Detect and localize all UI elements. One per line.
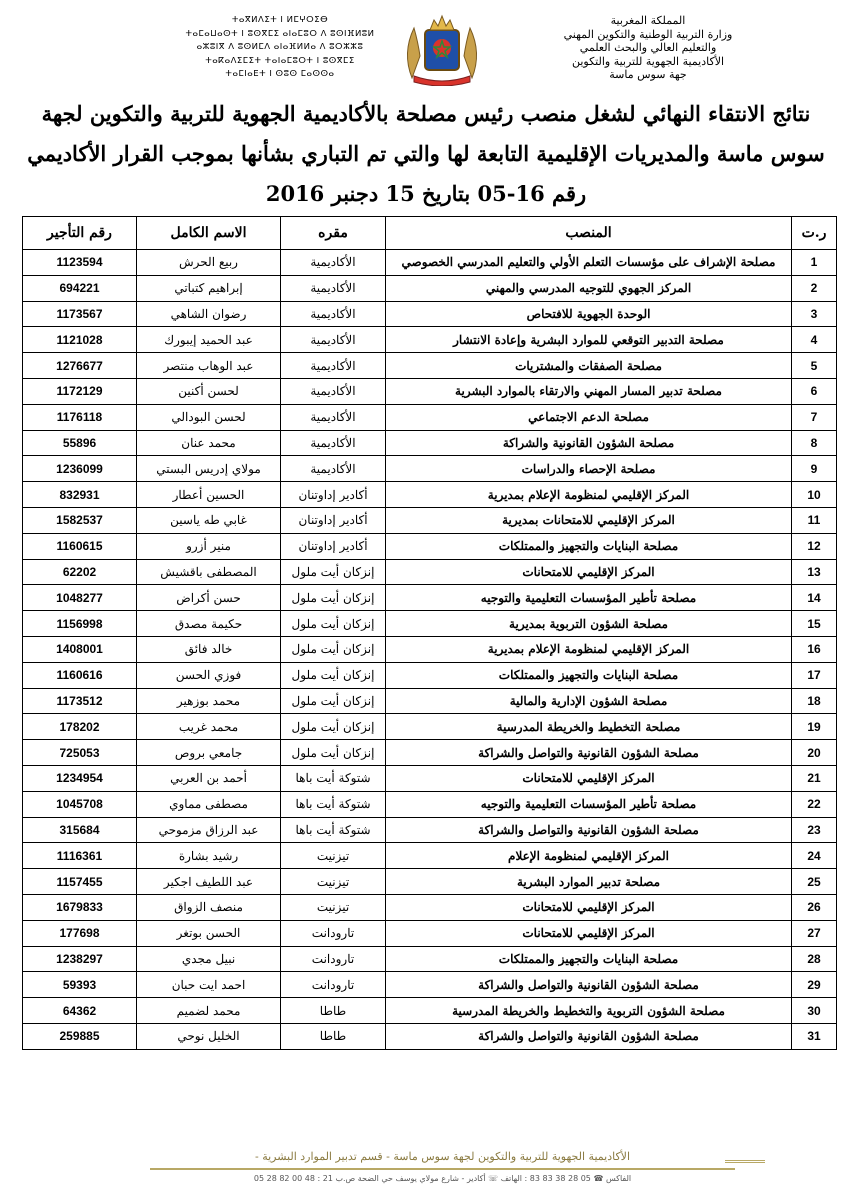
cell-name: الحسين أعطار <box>137 482 281 508</box>
cell-location: الأكاديمية <box>281 250 386 276</box>
cell-post: مصلحة البنايات والتجهيز والممتلكات <box>386 946 792 972</box>
cell-name: المصطفى باقشيش <box>137 559 281 585</box>
cell-post: مصلحة التخطيط والخريطة المدرسية <box>386 714 792 740</box>
cell-num: 22 <box>792 791 837 817</box>
cell-post: المركز الإقليمي لمنظومة الإعلام بمديرية <box>386 636 792 662</box>
title-line-3: رقم 16-05 بتاريخ 15 دجنبر 2016 <box>265 181 587 206</box>
cell-name: عبد الرزاق مزموحي <box>137 817 281 843</box>
table-row <box>23 585 837 611</box>
cell-id: 1408001 <box>23 636 137 662</box>
cell-location: الأكاديمية <box>281 404 386 430</box>
cell-location: شتوكة أيت باها <box>281 817 386 843</box>
table-row <box>23 817 837 843</box>
cell-name: رشيد بشارة <box>137 843 281 869</box>
letterhead-line: والتعليم العالي والبحث العلمي <box>579 41 717 54</box>
table-row <box>23 275 837 301</box>
cell-id: 64362 <box>23 998 137 1024</box>
cell-post: المركز الإقليمي لمنظومة الإعلام <box>386 843 792 869</box>
table-row <box>23 327 837 353</box>
cell-post: المركز الإقليمي للامتحانات <box>386 765 792 791</box>
cell-id: 725053 <box>23 740 137 766</box>
cell-num: 25 <box>792 869 837 895</box>
table-row <box>23 972 837 998</box>
cell-id: 259885 <box>23 1023 137 1049</box>
cell-id: 1236099 <box>23 456 137 482</box>
table-row <box>23 869 837 895</box>
cell-id: 1582537 <box>23 507 137 533</box>
cell-num: 4 <box>792 327 837 353</box>
cell-name: عبد الوهاب منتصر <box>137 353 281 379</box>
table-row <box>23 946 837 972</box>
letterhead <box>0 0 850 92</box>
cell-id: 177698 <box>23 920 137 946</box>
cell-name: مولاي إدريس البستي <box>137 456 281 482</box>
cell-num: 18 <box>792 688 837 714</box>
table-row <box>23 533 837 559</box>
cell-location: إنزكان أيت ملول <box>281 714 386 740</box>
footer-divider <box>150 1168 735 1170</box>
cell-num: 20 <box>792 740 837 766</box>
cell-num: 23 <box>792 817 837 843</box>
cell-name: إبراهيم كتباتي <box>137 275 281 301</box>
tifinagh-line: ⵜⴰⵎⴰⵡⴰⵙⵜ ⵏ ⵓⵙⴳⵎⵉ ⴰⵏⴰⵎⵓⵔ ⴷ ⵓⵙⵏⴼⵍⵓⵍ <box>185 28 375 39</box>
cell-location: شتوكة أيت باها <box>281 765 386 791</box>
table-row <box>23 998 837 1024</box>
cell-name: خالد فائق <box>137 636 281 662</box>
cell-num: 17 <box>792 662 837 688</box>
cell-location: أكادير إداوتنان <box>281 507 386 533</box>
cell-post: مصلحة البنايات والتجهيز والممتلكات <box>386 662 792 688</box>
cell-id: 1048277 <box>23 585 137 611</box>
cell-post: المركز الإقليمي للامتحانات <box>386 894 792 920</box>
cell-post: مصلحة الشؤون التربوية بمديرية <box>386 611 792 637</box>
cell-location: طاطا <box>281 998 386 1024</box>
cell-location: الأكاديمية <box>281 456 386 482</box>
tifinagh-line: ⵜⴰⵎⵏⴰⴹⵜ ⵏ ⵙⵓⵙ ⵎⴰⵙⵙⴰ <box>225 69 335 79</box>
cell-id: 315684 <box>23 817 137 843</box>
cell-num: 11 <box>792 507 837 533</box>
cell-post: مصلحة الشؤون القانونية والتواصل والشراكة <box>386 740 792 766</box>
header-num: ر.ت <box>792 217 837 250</box>
cell-num: 14 <box>792 585 837 611</box>
cell-name: محمد غريب <box>137 714 281 740</box>
title-line-1: نتائج الانتقاء النهائي لشغل منصب رئيس مصلحة بالأكاديمية الجهوية للتربية والتكوين لجهة <box>41 101 811 126</box>
cell-location: تارودانت <box>281 972 386 998</box>
cell-post: مصلحة تدبير الموارد البشرية <box>386 869 792 895</box>
cell-id: 1160615 <box>23 533 137 559</box>
header-location: مقره <box>281 217 386 250</box>
cell-post: المركز الإقليمي للامتحانات <box>386 920 792 946</box>
cell-location: طاطا <box>281 1023 386 1049</box>
cell-name: حكيمة مصدق <box>137 611 281 637</box>
cell-post: مصلحة الشؤون القانونية والتواصل والشراكة <box>386 817 792 843</box>
cell-id: 62202 <box>23 559 137 585</box>
cell-post: مصلحة الشؤون القانونية والتواصل والشراكة <box>386 1023 792 1049</box>
cell-name: محمد لضميم <box>137 998 281 1024</box>
cell-num: 19 <box>792 714 837 740</box>
cell-post: المركز الإقليمي للامتحانات <box>386 559 792 585</box>
table-row <box>23 507 837 533</box>
cell-name: لحسن أكنين <box>137 378 281 404</box>
cell-num: 27 <box>792 920 837 946</box>
cell-location: أكادير إداوتنان <box>281 482 386 508</box>
table-row <box>23 378 837 404</box>
document-title <box>18 94 834 214</box>
header-name: الاسم الكامل <box>137 217 281 250</box>
cell-location: إنزكان أيت ملول <box>281 611 386 637</box>
cell-num: 12 <box>792 533 837 559</box>
cell-post: المركز الإقليمي للامتحانات بمديرية <box>386 507 792 533</box>
cell-id: 1160616 <box>23 662 137 688</box>
cell-location: الأكاديمية <box>281 275 386 301</box>
cell-post: مصلحة الصفقات والمشتريات <box>386 353 792 379</box>
cell-location: تارودانت <box>281 946 386 972</box>
cell-name: رضوان الشاهي <box>137 301 281 327</box>
cell-location: إنزكان أيت ملول <box>281 740 386 766</box>
table-header-row <box>23 217 837 250</box>
cell-id: 832931 <box>23 482 137 508</box>
cell-post: مصلحة الإحصاء والدراسات <box>386 456 792 482</box>
cell-id: 178202 <box>23 714 137 740</box>
cell-location: إنزكان أيت ملول <box>281 662 386 688</box>
cell-post: مصلحة الشؤون الإدارية والمالية <box>386 688 792 714</box>
cell-id: 59393 <box>23 972 137 998</box>
cell-id: 1238297 <box>23 946 137 972</box>
cell-location: تارودانت <box>281 920 386 946</box>
cell-post: مصلحة الإشراف على مؤسسات التعلم الأولي والتعليم المدرسي الخصوصي <box>386 250 792 276</box>
table-row <box>23 611 837 637</box>
letterhead-arabic <box>498 14 798 82</box>
cell-location: الأكاديمية <box>281 327 386 353</box>
cell-location: أكادير إداوتنان <box>281 533 386 559</box>
cell-num: 16 <box>792 636 837 662</box>
cell-post: مصلحة الشؤون القانونية والتواصل والشراكة <box>386 972 792 998</box>
cell-id: 1172129 <box>23 378 137 404</box>
cell-num: 8 <box>792 430 837 456</box>
cell-num: 5 <box>792 353 837 379</box>
cell-name: الحسن بوتغر <box>137 920 281 946</box>
table-row <box>23 559 837 585</box>
cell-num: 26 <box>792 894 837 920</box>
table-row <box>23 920 837 946</box>
cell-location: تيزنيت <box>281 843 386 869</box>
cell-location: إنزكان أيت ملول <box>281 559 386 585</box>
cell-num: 15 <box>792 611 837 637</box>
cell-post: المركز الجهوي للتوجيه المدرسي والمهني <box>386 275 792 301</box>
cell-num: 31 <box>792 1023 837 1049</box>
cell-post: مصلحة البنايات والتجهيز والممتلكات <box>386 533 792 559</box>
cell-post: المركز الإقليمي لمنظومة الإعلام بمديرية <box>386 482 792 508</box>
table-row <box>23 404 837 430</box>
table-row <box>23 456 837 482</box>
table-row <box>23 740 837 766</box>
table-row <box>23 301 837 327</box>
cell-name: محمد بوزهير <box>137 688 281 714</box>
cell-id: 694221 <box>23 275 137 301</box>
cell-location: الأكاديمية <box>281 430 386 456</box>
table-row <box>23 894 837 920</box>
table-row <box>23 765 837 791</box>
tifinagh-line: ⴰⵣⵓⵏⴳ ⴷ ⵓⵙⵍⵎⴷ ⴰⵏⴰⴼⵍⵍⴰ ⴷ ⵓⵔⵣⵣⵓ <box>196 42 364 52</box>
cell-post: مصلحة تأطير المؤسسات التعليمية والتوجيه <box>386 791 792 817</box>
cell-name: أحمد بن العربي <box>137 765 281 791</box>
table-row <box>23 688 837 714</box>
cell-post: مصلحة الدعم الاجتماعي <box>386 404 792 430</box>
cell-location: إنزكان أيت ملول <box>281 636 386 662</box>
table-row <box>23 791 837 817</box>
cell-id: 1116361 <box>23 843 137 869</box>
cell-num: 10 <box>792 482 837 508</box>
cell-name: فوزي الحسن <box>137 662 281 688</box>
cell-num: 7 <box>792 404 837 430</box>
cell-id: 1045708 <box>23 791 137 817</box>
table-row <box>23 714 837 740</box>
footer <box>150 1150 735 1194</box>
cell-num: 2 <box>792 275 837 301</box>
cell-location: الأكاديمية <box>281 353 386 379</box>
cell-id: 1123594 <box>23 250 137 276</box>
cell-name: محمد عنان <box>137 430 281 456</box>
cell-name: حسن أكراض <box>137 585 281 611</box>
tifinagh-line: ⵜⴰⴳⵍⴷⵉⵜ ⵏ ⵍⵎⵖⵔⵉⴱ <box>231 15 329 25</box>
cell-location: الأكاديمية <box>281 301 386 327</box>
cell-location: إنزكان أيت ملول <box>281 585 386 611</box>
table-row <box>23 250 837 276</box>
cell-name: عبد الحميد إيبورك <box>137 327 281 353</box>
title-line-2: سوس ماسة والمديريات الإقليمية التابعة لها والتي تم التباري بشأنها بموجب القرار الأكاديمي <box>27 141 825 166</box>
cell-name: عبد اللطيف اجكير <box>137 869 281 895</box>
cell-num: 6 <box>792 378 837 404</box>
cell-id: 1173567 <box>23 301 137 327</box>
table-row <box>23 636 837 662</box>
royal-coat-of-arms-icon <box>392 8 492 86</box>
footer-institution: الأكاديمية الجهوية للتربية والتكوين لجهة سوس ماسة - قسم تدبير الموارد البشرية - <box>254 1150 631 1163</box>
cell-num: 1 <box>792 250 837 276</box>
cell-num: 3 <box>792 301 837 327</box>
cell-name: جامعي بروص <box>137 740 281 766</box>
cell-post: مصلحة الشؤون القانونية والشراكة <box>386 430 792 456</box>
letterhead-tifinagh <box>150 14 410 82</box>
cell-id: 1276677 <box>23 353 137 379</box>
table-row <box>23 482 837 508</box>
tifinagh-line: ⵜⴰⴽⴰⴷⵉⵎⵉⵜ ⵜⴰⵏⴰⵎⵓⵔⵜ ⵏ ⵓⵙⴳⵎⵉ <box>205 55 355 66</box>
cell-id: 1173512 <box>23 688 137 714</box>
cell-location: تيزنيت <box>281 869 386 895</box>
table-row <box>23 843 837 869</box>
results-table <box>22 216 837 1050</box>
letterhead-line: المملكة المغربية <box>610 14 686 27</box>
cell-num: 29 <box>792 972 837 998</box>
cell-location: إنزكان أيت ملول <box>281 688 386 714</box>
cell-id: 1121028 <box>23 327 137 353</box>
cell-post: مصلحة تأطير المؤسسات التعليمية والتوجيه <box>386 585 792 611</box>
table-row <box>23 353 837 379</box>
cell-name: منصف الزواق <box>137 894 281 920</box>
letterhead-line: وزارة التربية الوطنية والتكوين المهني <box>563 27 733 41</box>
cell-name: نبيل مجدي <box>137 946 281 972</box>
cell-name: منير أزرو <box>137 533 281 559</box>
footer-contact: 05 28 82 00 48 : الفاكس ☎ 05 28 38 83 83 : الهاتف ☏ أكادير - شارع مولاي يوسف حي الضحة ص.ب 21 <box>253 1174 632 1183</box>
cell-post: مصلحة تدبير المسار المهني والارتقاء بالموارد البشرية <box>386 378 792 404</box>
footer-ornament-icon <box>725 1160 765 1172</box>
header-id: رقم التأجير <box>23 217 137 250</box>
table-row <box>23 1023 837 1049</box>
cell-name: غابي طه ياسين <box>137 507 281 533</box>
cell-id: 1679833 <box>23 894 137 920</box>
cell-post: مصلحة التدبير التوقعي للموارد البشرية وإعادة الانتشار <box>386 327 792 353</box>
cell-id: 55896 <box>23 430 137 456</box>
cell-num: 9 <box>792 456 837 482</box>
cell-name: احمد ايت حبان <box>137 972 281 998</box>
cell-location: تيزنيت <box>281 894 386 920</box>
cell-num: 13 <box>792 559 837 585</box>
cell-location: الأكاديمية <box>281 378 386 404</box>
cell-num: 24 <box>792 843 837 869</box>
cell-id: 1156998 <box>23 611 137 637</box>
table-row <box>23 430 837 456</box>
cell-id: 1176118 <box>23 404 137 430</box>
cell-num: 21 <box>792 765 837 791</box>
cell-name: لحسن البودالي <box>137 404 281 430</box>
cell-name: الخليل نوحي <box>137 1023 281 1049</box>
cell-num: 30 <box>792 998 837 1024</box>
cell-id: 1234954 <box>23 765 137 791</box>
letterhead-line: جهة سوس ماسة <box>609 68 687 81</box>
table-row <box>23 662 837 688</box>
cell-name: مصطفى مماوي <box>137 791 281 817</box>
cell-name: ربيع الحرش <box>137 250 281 276</box>
cell-num: 28 <box>792 946 837 972</box>
header-post: المنصب <box>386 217 792 250</box>
cell-post: الوحدة الجهوية للافتحاص <box>386 301 792 327</box>
cell-id: 1157455 <box>23 869 137 895</box>
letterhead-line: الأكاديمية الجهوية للتربية والتكوين <box>571 54 725 68</box>
cell-post: مصلحة الشؤون التربوية والتخطيط والخريطة المدرسية <box>386 998 792 1024</box>
cell-location: شتوكة أيت باها <box>281 791 386 817</box>
